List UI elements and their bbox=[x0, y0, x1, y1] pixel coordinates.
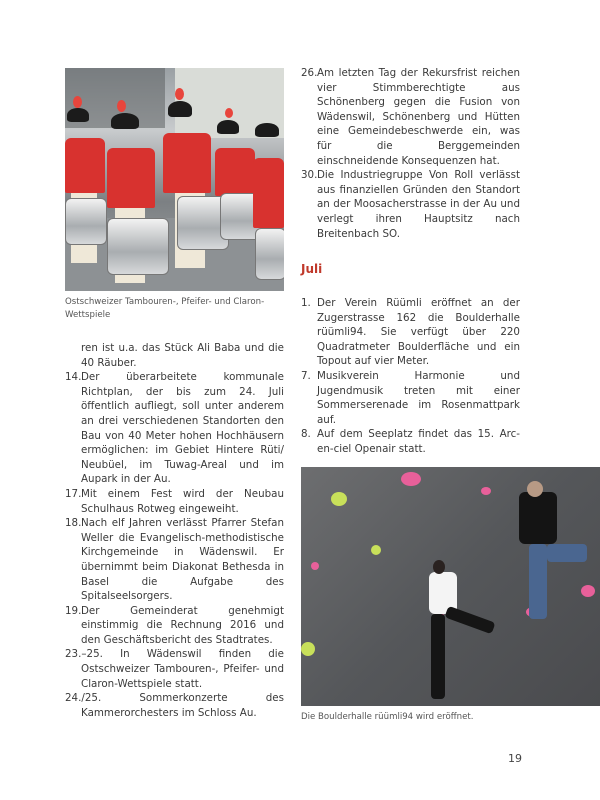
plume bbox=[73, 96, 82, 108]
chronicle-entry bbox=[65, 487, 284, 516]
drum bbox=[65, 198, 107, 245]
right-column-july bbox=[301, 296, 520, 457]
photo-boulder-hall bbox=[301, 467, 600, 706]
climbing-hold bbox=[311, 562, 319, 570]
entry-text: Der Verein Rüümli eröffnet an der Zugerstrasse 162 die Boulderhalle rüümli94. Sie verfügt über 220 Quadratmeter Boulderfläche und ein Topout auf vier Meter. bbox=[317, 297, 520, 368]
entry-date: 17. bbox=[65, 487, 82, 500]
climbing-hold bbox=[331, 492, 347, 506]
chronicle-entry bbox=[301, 168, 520, 241]
climbing-hold bbox=[401, 472, 421, 486]
entry-text: Der überarbeitete kommunale Richtplan, der bis zum 24. Juli öffentlich aufliegt, soll unter anderem an drei verschiedenen Standorten den Bau von 40 Meter hohen Hochhäusern ermöglichen: im Gebiet Hintere Rüti/ Neubüel, im Tuwag-Areal und im Aupark in der Au. bbox=[81, 371, 284, 486]
entry-date: 19. bbox=[65, 604, 82, 617]
climbing-hold bbox=[301, 642, 315, 656]
hat bbox=[111, 113, 139, 129]
chronicle-entry bbox=[65, 516, 284, 604]
entry-date: 14. bbox=[65, 371, 82, 384]
drum bbox=[255, 228, 284, 280]
jacket bbox=[163, 133, 211, 193]
entry-text: In Wädenswil finden die Ostschweizer Tambouren-, Pfeifer- und Claron-Wettspiele statt. bbox=[81, 648, 284, 690]
chronicle-entry bbox=[301, 369, 520, 427]
entry-text: Mit einem Fest wird der Neubau Schulhaus Rotweg eingeweiht. bbox=[81, 487, 284, 515]
jacket bbox=[253, 158, 284, 228]
hat bbox=[255, 123, 279, 137]
hat bbox=[217, 120, 239, 134]
plume bbox=[225, 108, 233, 118]
entry-date: 8. bbox=[301, 428, 311, 441]
chronicle-entry-continuation bbox=[65, 341, 284, 370]
plume bbox=[175, 88, 184, 100]
photo-caption-drummers: Ostschweizer Tambouren-, Pfeifer- und Claron-Wettspiele bbox=[65, 297, 265, 320]
jacket bbox=[107, 148, 155, 208]
entry-text: Der Gemeinderat genehmigt einstimmig die Rechnung 2016 und den Geschäftsbericht des Stadtrates. bbox=[81, 604, 284, 646]
climber-leg bbox=[444, 606, 495, 634]
chronicle-entry bbox=[65, 647, 284, 691]
climber-shirt bbox=[519, 492, 557, 544]
entry-text: Die Industriegruppe Von Roll verlässt aus finanziellen Gründen den Standort an der Moosacherstrasse in der Au und verlegt ihren Hauptsitz nach Breitenbach SO. bbox=[317, 169, 520, 240]
plume bbox=[117, 100, 126, 112]
climber-head bbox=[433, 560, 445, 574]
month-heading-juli: Juli bbox=[301, 262, 323, 276]
jacket bbox=[215, 148, 255, 196]
page-number: 19 bbox=[508, 752, 522, 765]
hat bbox=[67, 108, 89, 122]
climbing-hold bbox=[371, 545, 381, 555]
entry-date: 26. bbox=[301, 67, 318, 79]
hat bbox=[168, 101, 192, 117]
photo-drummers bbox=[65, 68, 284, 291]
climber-leg bbox=[547, 544, 587, 562]
entry-date: 24./25. bbox=[65, 692, 102, 705]
right-column-top bbox=[301, 66, 520, 241]
chronicle-entry bbox=[65, 691, 284, 720]
climbing-hold bbox=[481, 487, 491, 495]
chronicle-entry bbox=[301, 66, 520, 168]
jacket bbox=[65, 138, 105, 193]
chronicle-entry bbox=[65, 370, 284, 487]
entry-date: 23.–25. bbox=[65, 648, 103, 661]
climber-head bbox=[527, 481, 543, 497]
entry-date: 7. bbox=[301, 369, 311, 382]
chronicle-entry bbox=[65, 604, 284, 648]
chronicle-entry bbox=[301, 427, 520, 456]
photo-caption-boulder: Die Boulderhalle rüümli94 wird eröffnet. bbox=[301, 712, 474, 722]
entry-text: Nach elf Jahren verlässt Pfarrer Stefan Weller die Evangelisch-methodistische Kirchgemeinde in Wädenswil. Er übernimmt beim Diakonat Bethesda in Basel die Aufgabe des Spitalseelsorgers. bbox=[81, 517, 284, 603]
entry-text: Am letzten Tag der Rekursfrist reichen vier Stimmberechtigte aus Schönenberg gegen die Fusion von Wädenswil, Schönenberg und Hütten eine Gemeindebeschwerde ein, was für die Berggemeinden einschneidende Konsequenzen hat. bbox=[317, 67, 520, 167]
entry-date: 30. bbox=[301, 169, 318, 182]
entry-date: 1. bbox=[301, 297, 311, 309]
drum bbox=[107, 218, 169, 275]
chronicle-entry bbox=[301, 296, 520, 369]
left-column bbox=[65, 341, 284, 720]
entry-date: 18. bbox=[65, 517, 82, 530]
climbing-hold bbox=[581, 585, 595, 597]
climber-leg bbox=[431, 614, 445, 699]
entry-text: Musikverein Harmonie und Jugendmusik treten mit einer Sommerserenade im Rosenmattpark auf. bbox=[317, 369, 520, 426]
entry-text: Sommerkonzerte des Kammerorchesters im Schloss Au. bbox=[81, 692, 284, 719]
entry-text: Auf dem Seeplatz findet das 15. Arc-en-ciel Openair statt. bbox=[317, 428, 520, 455]
climber-leg bbox=[529, 544, 547, 619]
entry-text: ren ist u.a. das Stück Ali Baba und die 40 Räuber. bbox=[81, 342, 284, 369]
